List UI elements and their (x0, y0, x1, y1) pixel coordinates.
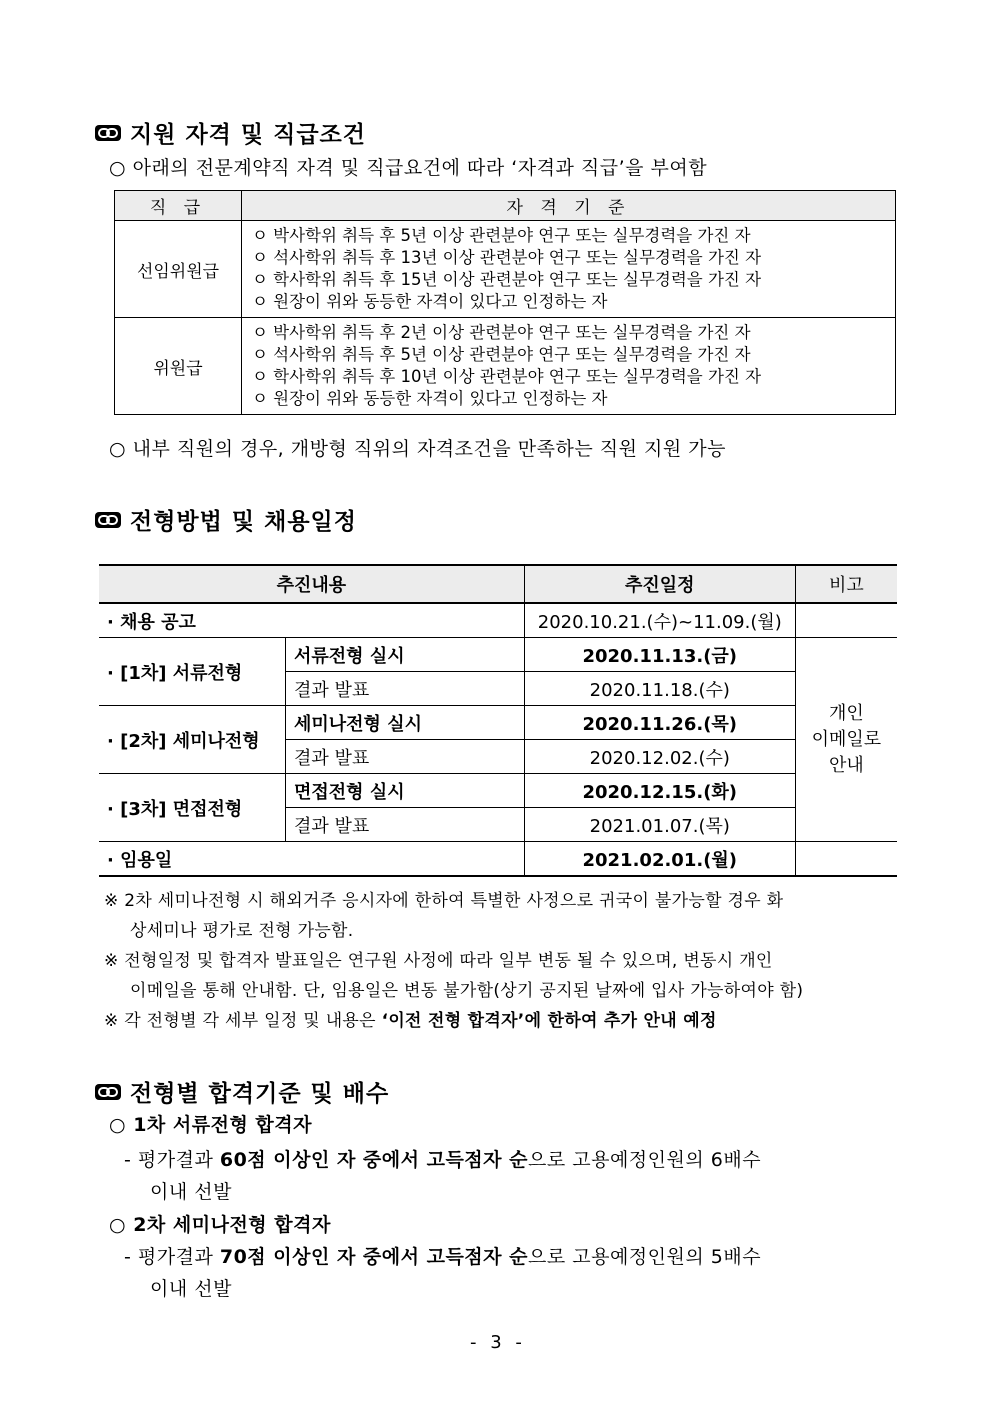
note-line: 상세미나 평가로 전형 가능함. (130, 921, 354, 941)
criteria-line: ㅇ 원장이 위와 동등한 자격이 있다고 인정하는 자 (252, 389, 608, 408)
schedule-table (99, 564, 897, 877)
stage-label: · [3차] 면접전형 (99, 774, 286, 842)
criteria-line (124, 1242, 761, 1269)
criteria-line: ㅇ 석사학위 취득 후 5년 이상 관련분야 연구 또는 실무경력을 가진 자 (252, 345, 751, 364)
criteria-emphasis: 60점 이상인 자 중에서 고득점자 순 (219, 1149, 528, 1171)
table-header: 직 급 (115, 191, 242, 221)
section-title-text: 전형별 합격기준 및 배수 (130, 1081, 390, 1107)
stage-step: 결과 발표 (286, 740, 525, 774)
stage-label: · [2차] 세미나전형 (99, 706, 286, 774)
stage-label: · 채용 공고 (99, 603, 524, 638)
table-row (99, 638, 897, 672)
stage-date: 2020.12.15.(화) (524, 774, 795, 808)
note-line: 이메일을 통해 안내함. 단, 임용일은 변동 불가함(상기 공지된 날짜에 입사 가능하여야 함) (130, 981, 804, 1001)
table-row (99, 706, 897, 740)
criteria-text: 으로 고용예정인원의 5배수 (527, 1246, 762, 1268)
section-title-criteria (94, 1075, 389, 1108)
criteria-head: ○ 1차 서류전형 합격자 (109, 1114, 312, 1136)
table-row (99, 774, 897, 808)
criteria-line: ㅇ 석사학위 취득 후 13년 이상 관련분야 연구 또는 실무경력을 가진 자 (252, 248, 762, 267)
stage-step: 서류전형 실시 (286, 638, 525, 672)
grade-cell: 선임위원급 (115, 221, 242, 318)
remark-line: 개인 (828, 702, 864, 724)
section-title-text: 전형방법 및 채용일정 (130, 509, 357, 535)
link-icon (94, 1082, 122, 1102)
stage-step: 세미나전형 실시 (286, 706, 525, 740)
eligibility-table (114, 190, 896, 415)
stage-date: 2021.02.01.(월) (524, 842, 795, 877)
note-line (104, 1006, 898, 1036)
grade-cell: 위원급 (115, 318, 242, 415)
criteria-text: - 평가결과 (124, 1246, 220, 1268)
section-title-schedule (94, 503, 357, 536)
criteria-line: 이내 선발 (150, 1181, 232, 1203)
remark-line: 안내 (828, 754, 864, 776)
stage-label: · 임용일 (99, 842, 524, 877)
table-row (115, 318, 896, 415)
remark-cell (795, 842, 897, 877)
link-icon (94, 510, 122, 530)
table-row (115, 221, 896, 318)
criteria-cell (242, 318, 896, 415)
table-header: 비고 (795, 565, 897, 603)
note-line: ※ 전형일정 및 합격자 발표일은 연구원 사정에 따라 일부 변동 될 수 있으며, 변동시 개인 (104, 951, 773, 971)
page-number: - 3 - (470, 1332, 526, 1353)
stage-step: 결과 발표 (286, 808, 525, 842)
section-title-text: 지원 자격 및 직급조건 (130, 122, 366, 148)
criteria-line: 이내 선발 (150, 1278, 232, 1300)
note-text: ※ 각 전형별 각 세부 일정 및 내용은 (104, 1011, 382, 1031)
schedule-notes (104, 886, 898, 1036)
eligibility-intro: ○ 아래의 전문계약직 자격 및 직급요건에 따라 ‘자격과 직급’을 부여함 (109, 157, 708, 179)
stage-label: · [1차] 서류전형 (99, 638, 286, 706)
table-header: 추진일정 (524, 565, 795, 603)
criteria-head: ○ 2차 세미나전형 합격자 (109, 1214, 331, 1236)
eligibility-footer: ○ 내부 직원의 경우, 개방형 직위의 자격조건을 만족하는 직원 지원 가능 (109, 438, 726, 460)
link-icon (94, 123, 122, 143)
table-header: 추진내용 (99, 565, 524, 603)
criteria-text: 으로 고용예정인원의 6배수 (527, 1149, 762, 1171)
stage-date: 2020.11.18.(수) (524, 672, 795, 706)
criteria-line (124, 1145, 761, 1172)
criteria-line: ㅇ 학사학위 취득 후 10년 이상 관련분야 연구 또는 실무경력을 가진 자 (252, 367, 762, 386)
stage-date: 2021.01.07.(목) (524, 808, 795, 842)
table-row (99, 603, 897, 638)
stage-step: 결과 발표 (286, 672, 525, 706)
remark-cell (795, 603, 897, 638)
criteria-line: ㅇ 학사학위 취득 후 15년 이상 관련분야 연구 또는 실무경력을 가진 자 (252, 270, 762, 289)
criteria-line: ㅇ 박사학위 취득 후 2년 이상 관련분야 연구 또는 실무경력을 가진 자 (252, 323, 751, 342)
stage-date: 2020.11.26.(목) (524, 706, 795, 740)
stage-date: 2020.12.02.(수) (524, 740, 795, 774)
section-title-eligibility (94, 116, 366, 149)
remark-cell (795, 638, 897, 842)
table-row (99, 842, 897, 877)
criteria-text: - 평가결과 (124, 1149, 220, 1171)
stage-step: 면접전형 실시 (286, 774, 525, 808)
note-line: ※ 2차 세미나전형 시 해외거주 응시자에 한하여 특별한 사정으로 귀국이 불가능할 경우 화 (104, 891, 784, 911)
remark-line: 이메일로 (811, 728, 882, 750)
table-header: 자 격 기 준 (242, 191, 896, 221)
criteria-line: ㅇ 박사학위 취득 후 5년 이상 관련분야 연구 또는 실무경력을 가진 자 (252, 226, 751, 245)
note-emphasis: ‘이전 전형 합격자’에 한하여 추가 안내 예정 (381, 1011, 717, 1031)
stage-date: 2020.10.21.(수)~11.09.(월) (524, 603, 795, 638)
criteria-line: ㅇ 원장이 위와 동등한 자격이 있다고 인정하는 자 (252, 292, 608, 311)
criteria-emphasis: 70점 이상인 자 중에서 고득점자 순 (219, 1246, 528, 1268)
criteria-cell (242, 221, 896, 318)
stage-date: 2020.11.13.(금) (524, 638, 795, 672)
